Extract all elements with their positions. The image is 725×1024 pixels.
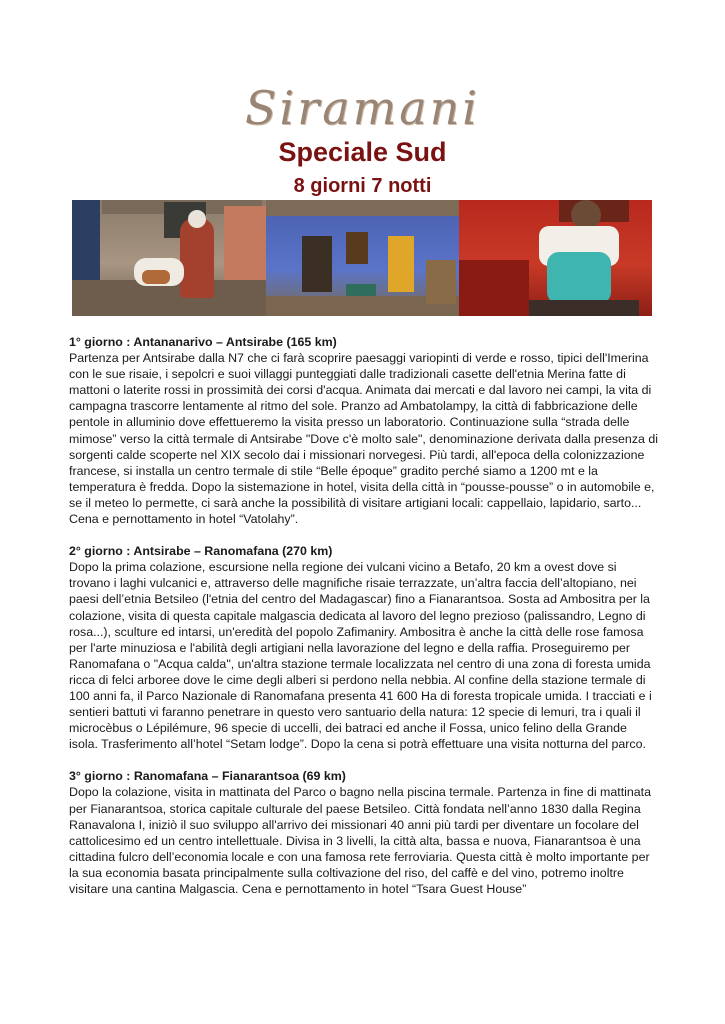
- day-heading: 3° giorno : Ranomafana – Fianarantsoa (69 km): [69, 769, 346, 784]
- day-description: Dopo la prima colazione, escursione nella regione dei vulcani vicino a Betafo, 20 km a ovest dove si trovano i laghi vulcanici e, attraverso delle magnifiche risaie terrazzate, un’altra faccia dell’altopiano, nei paesi dell’etnia Betsileo (l'etnia del centro del Madagascar) fino a Fianarantsoa. Sosta ad Ambositra per la colazione, visita di questa capitale malgascia dedicata al lavoro del legno prezioso (palissandro, Legno di rosa...), sculture ed intarsi, un'eredità del popolo Zafimaniry. Ambositra è anche la città delle rose famosa per l'arte minuziosa e l'abilità degli artigiani nella lavorazione del legno e della raffia. Proseguiremo per Ranomafana o "Acqua calda", un'altra stazione termale localizzata nel centro di una zona di foresta umida ricca di felci arboree dove le cime degli alberi si perdono nella nebbia. Al confine della stazione termale di 100 anni fa, il Parco Nazionale di Ranomafana presenta 41 600 Ha di foresta tropicale umida. I tracciati e i sentieri battuti vi faranno penetrare in questo vero santuario della natura: 12 specie di lemuri, tra i quali il microcèbus o Lépilémure, 96 specie di uccelli, dei batraci ed anche il Fossa, unico felino della Grande isola. Trasferimento all’hotel “Setam lodge”. Dopo la cena si potrà effettuare una visita notturna del parco.: [69, 560, 652, 752]
- photo-banner: [72, 200, 652, 316]
- day-description: Dopo la colazione, visita in mattinata del Parco o bagno nella piscina termale. Partenza in fine di mattinata per Fianarantsoa, storica capitale culturale del paese Betsileo. Città fondata nell’anno 1830 dalla Regina Ranavalona I, iniziò il suo sviluppo all'arrivo dei missionari 40 anni più tardi per diventare un focolare del cattolicesimo ed un centro intellettuale. Divisa in 3 livelli, la città alta, bassa e nuova, Fianarantsoa è una cittadina fulcro dell’economia locale e con una famosa rete ferroviaria. Questa città è molto importante per la sua economia basata principalmente sulla coltivazione del riso, del caffè e del vino, potremo inoltre visitare una cantina Malgascia. Cena e pernottamento in hotel “Tsara Guest House”: [69, 785, 652, 896]
- brand-logo: Siramani: [244, 81, 481, 135]
- day-2: [69, 543, 659, 752]
- page-subtitle: 8 giorni 7 notti: [293, 175, 432, 197]
- day-1: [69, 334, 659, 527]
- itinerary: [69, 334, 659, 913]
- day-heading: 1° giorno : Antananarivo – Antsirabe (165 km): [69, 335, 337, 349]
- day-heading: 2° giorno : Antsirabe – Ranomafana (270 km): [69, 544, 333, 559]
- day-description: Partenza per Antsirabe dalla N7 che ci farà scoprire paesaggi variopinti di verde e rosso, tipici dell'Imerina con le sue risaie, i sepolcri e suoi villaggi punteggiati dalle tradizionali casette dell'etnia Merina fatte di mattoni o laterite rossi in prossimità dei corsi d'acqua. Animata dai mercati e dal lavoro nei campi, la vita di campagna trascorre lentamente al ritmo del sole. Pranzo ad Ambatolampy, la città di fabbricazione delle pentole in alluminio dove effettueremo la visita presso un laboratorio. Continuazione sulla “strada delle mimose” verso la città termale di Antsirabe "Dove c'è molto sale", denominazione derivata dalla presenza di sorgenti calde scoperte nel XIX secolo dai i missionari norvegesi. Più tardi, all'epoca della colonizzazione francese, si installa un centro termale di stile “Belle époque” gradito perché siamo a 1200 mt e la temperatura è fredda. Dopo la sistemazione in hotel, visita della città in “pousse-pousse” o in automobile e, se il meteo lo permette, ci sarà anche la possibilità di visitare artigiani locali: cappellaio, lapidario, sarto... Cena e pernottamento in hotel “Vatolahy”.: [69, 351, 658, 527]
- photo-man-red-wall: [459, 200, 652, 316]
- day-3: [69, 768, 659, 897]
- photo-woman-with-dog: [72, 200, 266, 316]
- photo-blue-house: [266, 200, 459, 316]
- page-title: Speciale Sud: [278, 137, 447, 167]
